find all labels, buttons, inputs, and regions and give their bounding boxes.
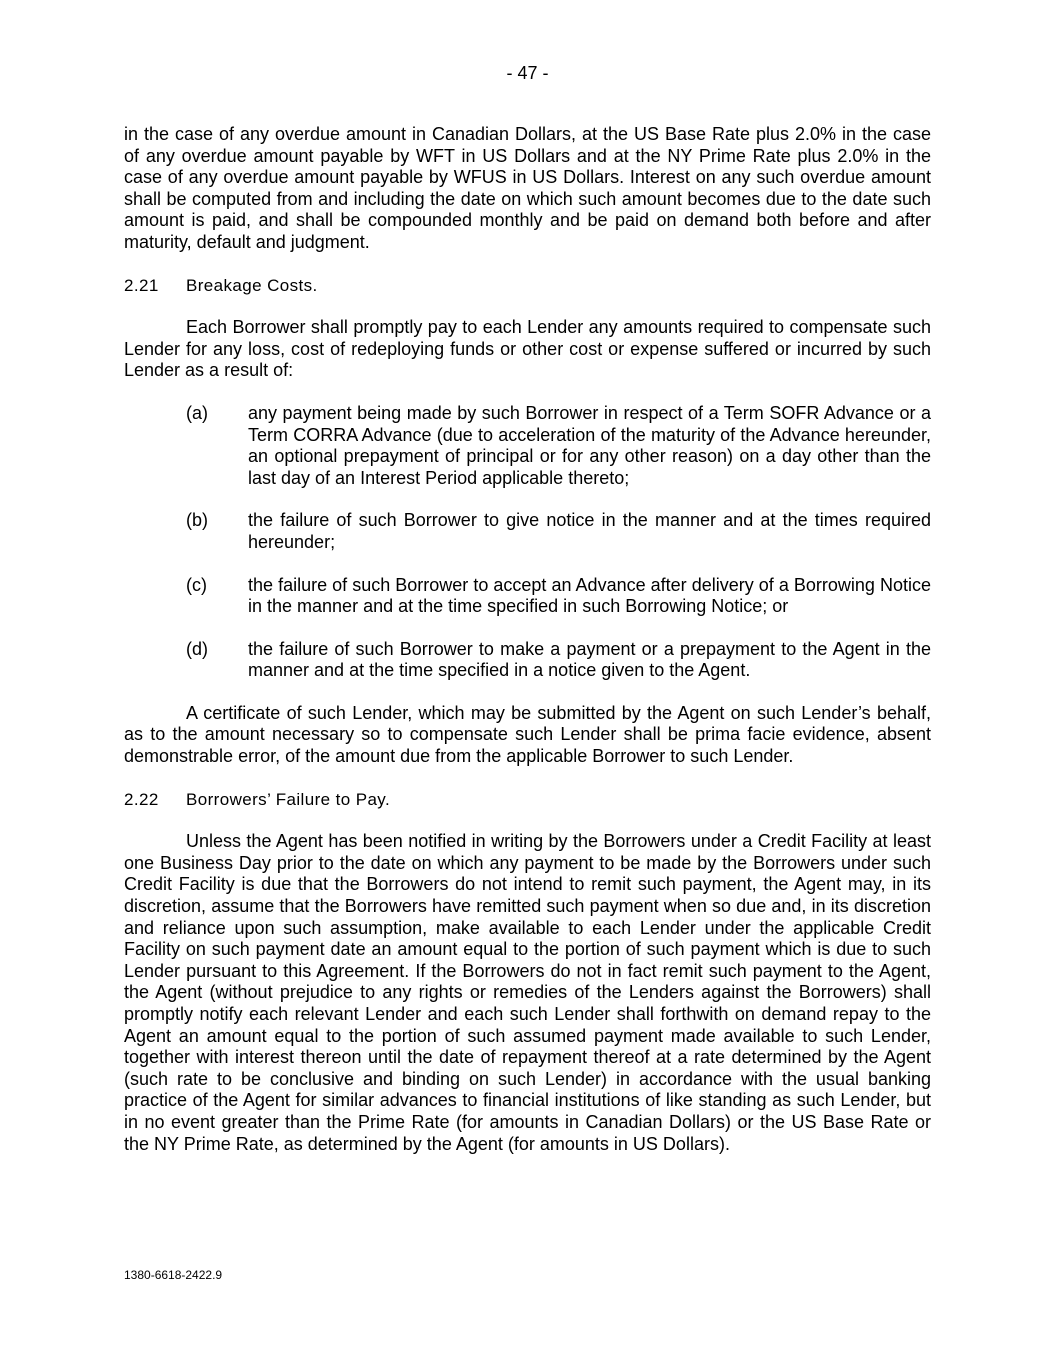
document-body	[124, 124, 931, 1176]
list-item-label: (c)	[186, 574, 207, 595]
document-id: 1380-6618-2422.9	[124, 1268, 223, 1282]
section-title: Borrowers’ Failure to Pay.	[186, 789, 391, 809]
list-item-text: the failure of such Borrower to accept an Advance after delivery of a Borrowing Notice in the manner and at the time specified in such Borrowing Notice; or	[248, 574, 931, 617]
list-item-label: (d)	[186, 638, 208, 659]
list-item-text: any payment being made by such Borrower in respect of a Term SOFR Advance or a Term CORRA Advance (due to acceleration of the maturity of the Advance hereunder, an optional prepayment of principal or for any other reason) on a day other than the last day of an Interest Period applicable thereto;	[248, 402, 931, 488]
list-item-label: (b)	[186, 510, 208, 531]
list-item	[186, 403, 931, 489]
section-number: 2.22	[124, 789, 159, 809]
continuation-paragraph: in the case of any overdue amount in Canadian Dollars, at the US Base Rate plus 2.0% in the case of any overdue amount payable by WFT in US Dollars and at the NY Prime Rate plus 2.0% in the case of any overdue amount payable by WFUS in US Dollars. Interest on any such overdue amount shall be computed from and including the date on which such amount becomes due to the date such amount is paid, and shall be compounded monthly and be paid on demand both before and after maturity, default and judgment.	[124, 124, 931, 252]
list-item-label: (a)	[186, 402, 208, 423]
breakage-costs-certificate: A certificate of such Lender, which may be submitted by the Agent on such Lender’s behalf, as to the amount necessary so to compensate such Lender shall be prima facie evidence, absent demonstrable error, of the amount due from the applicable Borrower to such Lender.	[124, 702, 931, 767]
list-item	[186, 575, 931, 618]
list-item-text: the failure of such Borrower to make a payment or a prepayment to the Agent in the manner and at the time specified in a notice given to the Agent.	[248, 638, 931, 681]
section-heading-2-22	[124, 789, 931, 811]
list-item	[186, 510, 931, 553]
breakage-costs-intro: Each Borrower shall promptly pay to each Lender any amounts required to compensate such Lender for any loss, cost of redeploying funds or other cost or expense suffered or incurred by such Lender as a result of:	[124, 317, 931, 381]
list-item	[186, 639, 931, 682]
section-number: 2.21	[124, 275, 159, 295]
section-heading-2-21	[124, 275, 931, 297]
section-title: Breakage Costs.	[186, 275, 318, 295]
borrowers-failure-body: Unless the Agent has been notified in writing by the Borrowers under a Credit Facility at least one Business Day prior to the date on which any payment to be made by the Borrowers under such Credit Facility is due that the Borrowers do not intend to remit such payment, the Agent may, in its discretion, assume that the Borrowers have remitted such payment when so due and, in its discretion and reliance upon such assumption, make available to each Lender under the applicable Credit Facility on such payment date an amount equal to the portion of such payment which is due to such Lender pursuant to this Agreement. If the Borrowers do not in fact remit such payment to the Agent, the Agent (without prejudice to any rights or remedies of the Lenders against the Borrowers) shall promptly notify each relevant Lender and each such Lender shall forthwith on demand repay to the Agent an amount equal to the portion of such assumed payment made available to such Lender, together with interest thereon until the date of repayment thereof at a rate determined by the Agent (such rate to be conclusive and binding on such Lender) in accordance with the usual banking practice of the Agent for similar advances to financial institutions of like standing as such Lender, but in no event greater than the Prime Rate (for amounts in Canadian Dollars) or the US Base Rate or the NY Prime Rate, as determined by the Agent (for amounts in US Dollars).	[124, 831, 931, 1154]
page-number: - 47 -	[506, 63, 549, 83]
list-item-text: the failure of such Borrower to give notice in the manner and at the times required hereunder;	[248, 510, 931, 552]
